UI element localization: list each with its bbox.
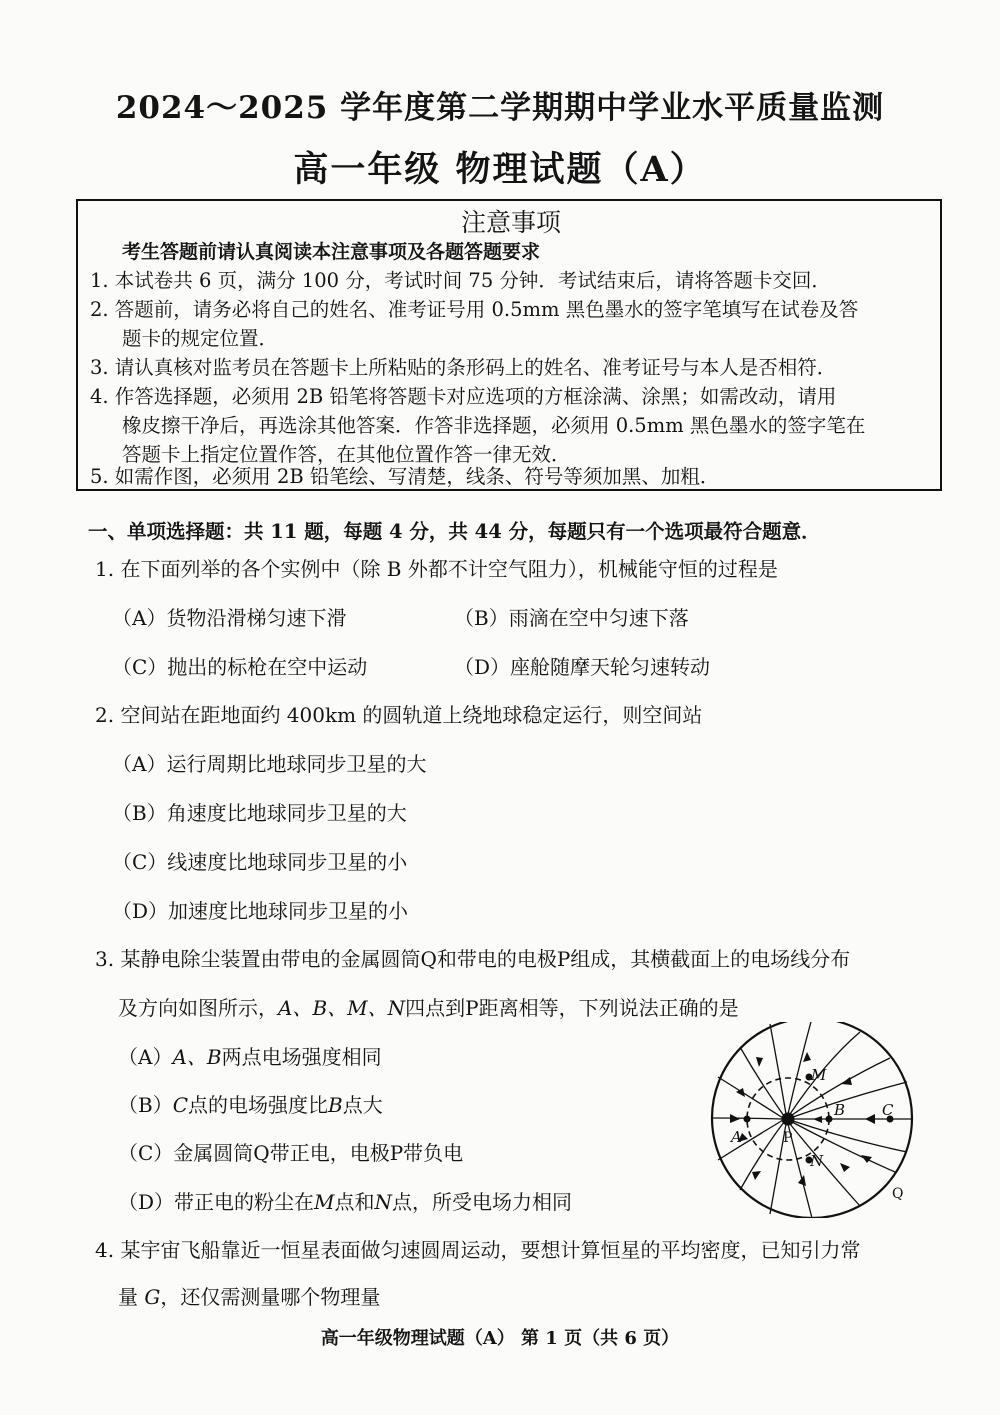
- exam-subtitle: 高一年级 物理试题（A）: [293, 149, 707, 190]
- notice-intro: 考生答题前请认真阅读本注意事项及各题答题要求: [122, 241, 541, 263]
- label-b: B: [834, 1101, 846, 1119]
- q1-stem: 1. 在下面列举的各个实例中（除 B 外都不计空气阻力），机械能守恒的过程是: [95, 557, 778, 581]
- q4-stem-line2: 量 G，还仅需测量哪个物理量: [118, 1285, 381, 1309]
- q1-option-d: （D）座舱随摩天轮匀速转动: [454, 655, 711, 679]
- point-a: [744, 1116, 751, 1123]
- notice-item-2-cont: 题卡的规定位置．: [122, 327, 279, 350]
- notice-item-4-cont2: 答题卡上指定位置作答，在其他位置作答一律无效．: [122, 443, 571, 466]
- notice-item-1: 1. 本试卷共 6 页，满分 100 分，考试时间 75 分钟．考试结束后，请将答题卡交回．: [90, 269, 831, 292]
- label-n: N: [810, 1152, 824, 1170]
- electrode-p: [782, 1113, 795, 1126]
- label-m: M: [811, 1066, 827, 1084]
- q4-stem-line1: 4. 某宇宙飞船靠近一恒星表面做匀速圆周运动，要想计算恒星的平均密度，已知引力常: [95, 1238, 861, 1262]
- section-heading: 一、单项选择题：共 11 题，每题 4 分，共 44 分，每题只有一个选项最符合题意．: [88, 520, 821, 543]
- q2-option-b: （B）角速度比地球同步卫星的大: [112, 801, 407, 825]
- q1-option-a: （A）货物沿滑梯匀速下滑: [112, 606, 347, 630]
- q2-stem: 2. 空间站在距地面约 400km 的圆轨道上绕地球稳定运行，则空间站: [95, 703, 703, 727]
- q3-stem-line1: 3. 某静电除尘装置由带电的金属圆筒Q和带电的电极P组成，其横截面上的电场线分布: [95, 947, 851, 971]
- notice-title: 注意事项: [460, 208, 561, 237]
- notice-box: [76, 199, 942, 491]
- label-c: C: [882, 1101, 894, 1119]
- q3-option-c: （C）金属圆筒Q带正电，电极P带负电: [118, 1141, 464, 1165]
- q2-option-a: （A）运行周期比地球同步卫星的大: [112, 752, 427, 776]
- q2-option-c: （C）线速度比地球同步卫星的小: [112, 850, 408, 874]
- notice-item-4: 4. 作答选择题，必须用 2B 铅笔将答题卡对应选项的方框涂满、涂黑；如需改动，请用: [90, 385, 837, 408]
- notice-item-3: 3. 请认真核对监考员在答题卡上所粘贴的条形码上的姓名、准考证号与本人是否相符．: [90, 356, 837, 379]
- label-a: A: [731, 1128, 742, 1146]
- q3-stem-line2: 及方向如图所示，A、B、M、N四点到P距离相等，下列说法正确的是: [118, 996, 739, 1020]
- q1-option-c: （C）抛出的标枪在空中运动: [112, 655, 368, 679]
- exam-title: 2024～2025 学年度第二学期期中学业水平质量监测: [115, 90, 885, 126]
- q3-option-d: （D）带正电的粉尘在M点和N点，所受电场力相同: [118, 1190, 573, 1214]
- page-footer: 高一年级物理试题（A） 第 1 页（共 6 页）: [320, 1328, 680, 1349]
- notice-item-5: 5. 如需作图，必须用 2B 铅笔绘、写清楚，线条、符号等须加黑、加粗．: [90, 465, 720, 488]
- q2-option-d: （D）加速度比地球同步卫星的小: [112, 899, 409, 923]
- label-q: Q: [892, 1186, 904, 1202]
- q3-option-a: （A）A、B两点电场强度相同: [118, 1045, 382, 1069]
- point-b: [826, 1116, 833, 1123]
- q1-option-b: （B）雨滴在空中匀速下落: [454, 606, 689, 630]
- notice-item-2: 2. 答题前，请务必将自己的姓名、准考证号用 0.5mm 黑色墨水的签字笔填写在试卷及答: [90, 298, 859, 321]
- q3-option-b: （B）C点的电场强度比B点大: [118, 1093, 383, 1117]
- electric-field-diagram: [700, 1022, 930, 1218]
- label-p: P: [783, 1130, 793, 1146]
- notice-item-4-cont1: 橡皮擦干净后，再选涂其他答案．作答非选择题，必须用 0.5mm 黑色墨水的签字笔在: [122, 414, 866, 437]
